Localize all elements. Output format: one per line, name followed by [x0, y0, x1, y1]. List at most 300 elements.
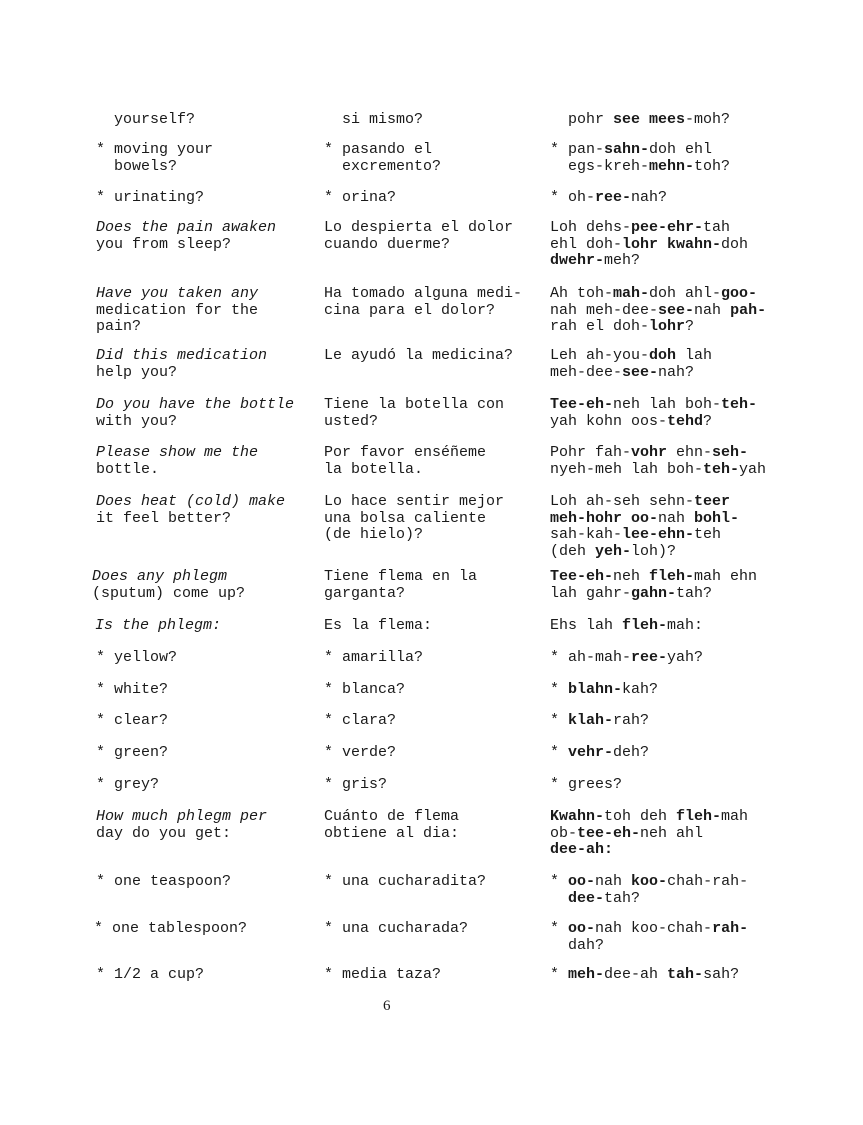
text-span: meh-dee- [550, 363, 623, 381]
text-span: neh ahl [640, 824, 704, 842]
text-line [550, 842, 748, 859]
text-line [324, 777, 387, 794]
text-span: garganta? [324, 584, 406, 602]
text-span: * one tablespoon? [94, 920, 248, 937]
spanish-phrase [324, 286, 522, 319]
text-span: * media taza? [324, 966, 442, 983]
text-line [550, 826, 748, 843]
spanish-phrase [324, 809, 459, 842]
text-line [324, 682, 405, 699]
italic-text: Please show me the [96, 444, 259, 461]
text-line [324, 303, 522, 320]
text-span: yourself? [96, 111, 196, 128]
spanish-phrase [324, 220, 513, 253]
text-span: nah koo-chah- [595, 920, 713, 937]
text-span: egs-kreh- [550, 157, 650, 175]
bold-syllable: meh- [568, 966, 605, 983]
text-line [324, 190, 396, 207]
bold-syllable: rah- [712, 920, 749, 937]
pronunciation [550, 494, 739, 560]
text-line [92, 569, 245, 586]
text-line [550, 303, 766, 320]
spanish-phrase [324, 921, 468, 938]
text-line [550, 365, 712, 382]
text-span: Cuánto de flema [324, 808, 460, 825]
text-line [324, 569, 477, 586]
bold-syllable: fleh- [676, 808, 722, 825]
text-span [550, 890, 568, 907]
text-span: (deh [550, 542, 596, 560]
text-line [324, 874, 486, 891]
bold-syllable: doh [649, 347, 677, 364]
text-line [324, 527, 504, 544]
pronunciation [550, 874, 748, 907]
pronunciation [550, 745, 649, 762]
text-line [550, 874, 748, 891]
text-line [324, 142, 441, 159]
english-phrase [96, 445, 258, 478]
text-span: si mismo? [324, 111, 424, 128]
text-span: * clear? [96, 712, 169, 729]
pronunciation [550, 142, 730, 175]
spanish-phrase [324, 445, 486, 478]
text-span: excremento? [324, 157, 442, 175]
pronunciation [550, 397, 757, 430]
text-span: * [550, 681, 569, 698]
text-span: doh ehl [649, 141, 713, 158]
english-phrase [96, 777, 159, 794]
text-span: chah-rah- [667, 873, 749, 890]
english-phrase [95, 618, 221, 635]
text-line [550, 414, 757, 431]
text-span: * gris? [324, 776, 388, 793]
text-line [324, 586, 477, 603]
text-span: ehl doh- [550, 235, 623, 253]
english-phrase [96, 682, 168, 699]
text-line [96, 142, 213, 159]
spanish-phrase [324, 967, 441, 984]
bold-syllable: blahn- [568, 681, 623, 698]
text-span: * urinating? [96, 189, 205, 206]
text-span: pohr [550, 111, 614, 128]
text-span: tah [703, 219, 731, 236]
text-span: cuando duerme? [324, 235, 451, 253]
text-line [550, 445, 766, 462]
text-span: * orina? [324, 189, 397, 206]
text-span: kah? [622, 681, 659, 698]
text-span: nah meh-dee- [550, 301, 659, 319]
pronunciation [550, 682, 658, 699]
bold-syllable: teh- [703, 460, 740, 478]
text-line [92, 586, 245, 603]
text-line [324, 220, 513, 237]
text-line [550, 319, 766, 336]
text-span: una bolsa caliente [324, 509, 487, 527]
text-line [324, 967, 441, 984]
text-span: * ah-mah- [550, 649, 632, 666]
text-span: Pohr fah- [550, 444, 632, 461]
bold-syllable: tah- [667, 966, 704, 983]
bold-syllable: dwehr- [550, 252, 605, 269]
text-line [96, 682, 168, 699]
text-span: * [550, 920, 569, 937]
text-line [550, 190, 667, 207]
bold-syllable: fleh- [622, 617, 668, 634]
text-line [324, 826, 459, 843]
text-span: Ah toh- [550, 285, 614, 302]
italic-text: Is the phlegm: [95, 617, 222, 634]
bold-syllable: gahn- [631, 584, 677, 602]
text-line [550, 938, 748, 955]
english-phrase [96, 745, 168, 762]
spanish-phrase [324, 190, 396, 207]
text-line [96, 745, 168, 762]
text-span: Loh ah-seh sehn- [550, 493, 695, 510]
text-line [550, 462, 766, 479]
text-line [550, 511, 739, 528]
text-span: you from sleep? [96, 235, 232, 253]
text-line [324, 511, 504, 528]
bold-syllable: lee-ehn- [622, 526, 695, 543]
pronunciation [550, 618, 703, 635]
bold-syllable: see- [658, 301, 695, 319]
text-line [550, 544, 739, 561]
pronunciation [550, 569, 757, 602]
text-line [96, 190, 204, 207]
pronunciation [550, 713, 649, 730]
text-line [324, 650, 423, 667]
text-span: tah? [604, 889, 641, 907]
text-line [96, 445, 258, 462]
italic-text: Do you have the bottle [96, 396, 295, 413]
bold-syllable: see- [622, 363, 659, 381]
text-span: Por favor enséñeme [324, 444, 487, 461]
english-phrase [96, 397, 294, 430]
text-span: * pan- [550, 141, 605, 158]
text-span: lah gahr- [550, 584, 632, 602]
text-line [324, 112, 423, 129]
text-span: la botella. [324, 460, 424, 478]
pronunciation [550, 809, 748, 859]
text-line [324, 809, 459, 826]
text-line [96, 462, 258, 479]
text-span: * oh- [550, 189, 596, 206]
english-phrase [92, 569, 245, 602]
pronunciation [550, 112, 730, 129]
text-line [96, 286, 258, 303]
pronunciation [550, 190, 667, 207]
bold-syllable: tehd [667, 412, 704, 430]
text-span: * [550, 966, 569, 983]
text-line [96, 365, 267, 382]
text-line [96, 303, 258, 320]
text-line [324, 462, 486, 479]
text-line [550, 527, 739, 544]
text-span: mah [721, 808, 749, 825]
text-line [96, 494, 285, 511]
text-line [324, 159, 441, 176]
text-span: pain? [96, 318, 142, 335]
spanish-phrase [324, 777, 387, 794]
text-span: Loh dehs- [550, 219, 632, 236]
text-line [550, 142, 730, 159]
pronunciation [550, 650, 703, 667]
text-span: yah kohn oos- [550, 412, 668, 430]
text-line [96, 809, 267, 826]
text-line [324, 397, 504, 414]
pronunciation [550, 220, 748, 270]
text-span: nah [658, 509, 695, 527]
bold-syllable: see mees [613, 111, 686, 128]
text-span: ehn- [667, 444, 713, 461]
bold-syllable: pah- [730, 301, 767, 319]
bold-syllable: goo- [721, 285, 758, 302]
text-line [324, 445, 486, 462]
pronunciation [550, 777, 622, 794]
text-line [550, 713, 649, 730]
bold-syllable: fleh- [649, 568, 695, 585]
text-span: * verde? [324, 744, 397, 761]
text-span: with you? [96, 412, 178, 430]
text-span: nyeh-meh lah boh- [550, 460, 704, 478]
text-span: mah ehn [694, 568, 758, 585]
text-span: Lo despierta el dolor [324, 219, 514, 236]
spanish-phrase [324, 874, 486, 891]
text-line [550, 220, 748, 237]
text-span: bottle. [96, 460, 160, 478]
bold-syllable: teh- [721, 396, 758, 413]
pronunciation [550, 967, 739, 984]
text-line [324, 921, 468, 938]
bold-syllable: vohr [631, 444, 668, 461]
bold-syllable: oo- [568, 920, 596, 937]
bold-syllable: koo- [631, 873, 668, 890]
spanish-phrase [324, 397, 504, 430]
text-span: * white? [96, 681, 169, 698]
text-span: Tiene la botella con [324, 396, 505, 413]
text-span: * 1/2 a cup? [96, 966, 205, 983]
text-span: teh [694, 526, 722, 543]
text-line [324, 745, 396, 762]
text-line [550, 286, 766, 303]
bold-syllable: mehn- [649, 157, 695, 175]
text-line [96, 826, 267, 843]
text-span: help you? [96, 363, 178, 381]
text-span: rah? [613, 712, 650, 729]
spanish-phrase [324, 569, 477, 602]
pronunciation [550, 348, 712, 381]
text-span: * [550, 744, 569, 761]
text-span: day do you get: [96, 824, 232, 842]
text-span: cina para el dolor? [324, 301, 496, 319]
english-phrase [94, 921, 247, 938]
text-span: mah: [667, 617, 704, 634]
text-span: Lo hace sentir mejor [324, 493, 505, 510]
text-span: * green? [96, 744, 169, 761]
spanish-phrase [324, 650, 423, 667]
text-line [550, 159, 730, 176]
pronunciation [550, 921, 748, 954]
text-span: sah-kah- [550, 526, 623, 543]
text-span: toh? [694, 157, 731, 175]
spanish-phrase [324, 348, 513, 365]
text-span: -moh? [685, 111, 731, 128]
text-line [550, 397, 757, 414]
italic-text: Does heat (cold) make [96, 493, 286, 510]
italic-text: How much phlegm per [96, 808, 268, 825]
text-line [550, 891, 748, 908]
text-span: medication for the [96, 301, 259, 319]
bold-syllable: pee-ehr- [631, 219, 704, 236]
text-line [96, 348, 267, 365]
english-phrase [96, 494, 285, 527]
bold-syllable: ree- [595, 189, 632, 206]
text-span: nah [694, 301, 731, 319]
pronunciation [550, 286, 766, 336]
text-line [324, 618, 432, 635]
text-span: meh? [604, 252, 641, 269]
english-phrase [96, 650, 177, 667]
bold-syllable: tee-eh- [577, 824, 641, 842]
text-span: * amarilla? [324, 649, 424, 666]
text-span: nah [595, 873, 632, 890]
bold-syllable: klah- [568, 712, 614, 729]
italic-text: Does any phlegm [92, 568, 228, 585]
spanish-phrase [324, 713, 396, 730]
text-line [94, 921, 247, 938]
text-line [550, 967, 739, 984]
text-line [550, 745, 649, 762]
text-span: nah? [631, 189, 668, 206]
english-phrase [96, 713, 168, 730]
text-line [96, 874, 231, 891]
text-span: tah? [676, 584, 713, 602]
english-phrase [96, 967, 204, 984]
italic-text: Did this medication [96, 347, 268, 364]
text-line [96, 713, 168, 730]
text-line [96, 397, 294, 414]
text-span: Es la flema: [324, 617, 433, 634]
english-phrase [96, 112, 195, 129]
bold-syllable: mah- [613, 285, 650, 302]
bold-syllable: Kwahn- [550, 808, 605, 825]
text-line [324, 494, 504, 511]
text-span: ? [685, 318, 695, 335]
text-line [96, 319, 258, 336]
bold-syllable: vehr- [568, 744, 614, 761]
italic-text: Have you taken any [96, 285, 259, 302]
text-span: ? [703, 412, 713, 430]
english-phrase [96, 190, 204, 207]
text-span: yah [739, 460, 767, 478]
text-line [96, 237, 276, 254]
english-phrase [96, 220, 276, 253]
text-span: Ha tomado alguna medi- [324, 285, 523, 302]
text-line [550, 112, 730, 129]
text-line [96, 112, 195, 129]
text-span: toh deh [604, 808, 677, 825]
text-line [324, 286, 522, 303]
text-line [324, 414, 504, 431]
bold-syllable: ree- [631, 649, 668, 666]
text-span: Leh ah-you- [550, 347, 650, 364]
bold-syllable: meh-hohr oo- [550, 509, 659, 527]
text-line [324, 713, 396, 730]
text-span: * pasando el [324, 141, 433, 158]
text-line [550, 348, 712, 365]
bold-syllable: lohr [649, 318, 686, 335]
english-phrase [96, 142, 213, 175]
bold-syllable: oo- [568, 873, 596, 890]
text-line [96, 220, 276, 237]
text-span: * grey? [96, 776, 160, 793]
text-span: yah? [667, 649, 704, 666]
text-span: * moving your [96, 141, 214, 158]
text-span: lah [676, 347, 713, 364]
spanish-phrase [324, 618, 432, 635]
text-line [550, 650, 703, 667]
text-line [550, 586, 757, 603]
text-line [550, 809, 748, 826]
text-span: obtiene al dia: [324, 824, 460, 842]
text-span: bowels? [96, 157, 178, 175]
text-line [96, 511, 285, 528]
bold-syllable: sahn- [604, 141, 650, 158]
text-span: * una cucharada? [324, 920, 469, 937]
bold-syllable: bohl- [694, 509, 740, 527]
text-span: dee-ah [604, 966, 668, 983]
text-span: deh? [613, 744, 650, 761]
bold-syllable: dee-ah: [550, 841, 614, 858]
text-span: neh lah boh- [613, 396, 722, 413]
text-span: Ehs lah [550, 617, 623, 634]
text-span: Tiene flema en la [324, 568, 478, 585]
text-span: sah? [703, 966, 740, 983]
text-span: nah? [658, 363, 695, 381]
text-span: dah? [550, 936, 605, 954]
spanish-phrase [324, 112, 423, 129]
english-phrase [96, 874, 231, 891]
text-line [550, 569, 757, 586]
english-phrase [96, 348, 267, 381]
bold-syllable: yeh- [595, 542, 632, 560]
text-line [96, 414, 294, 431]
text-line [550, 253, 748, 270]
bold-syllable: dee- [568, 889, 605, 907]
text-span: * clara? [324, 712, 397, 729]
text-line [96, 650, 177, 667]
text-line [324, 237, 513, 254]
text-line [550, 494, 739, 511]
text-line [550, 618, 703, 635]
text-line [550, 777, 622, 794]
spanish-phrase [324, 494, 504, 544]
bold-syllable: Tee-eh- [550, 396, 614, 413]
bold-syllable: seh- [712, 444, 749, 461]
text-span: * [550, 873, 569, 890]
english-phrase [96, 809, 267, 842]
bold-syllable: teer [694, 493, 731, 510]
text-span: ob- [550, 824, 578, 842]
spanish-phrase [324, 745, 396, 762]
text-line [324, 348, 513, 365]
spanish-phrase [324, 682, 405, 699]
text-span: * one teaspoon? [96, 873, 232, 890]
text-line [550, 921, 748, 938]
english-phrase [96, 286, 258, 336]
text-span: rah el doh- [550, 318, 650, 335]
italic-text: Does the pain awaken [96, 219, 277, 236]
